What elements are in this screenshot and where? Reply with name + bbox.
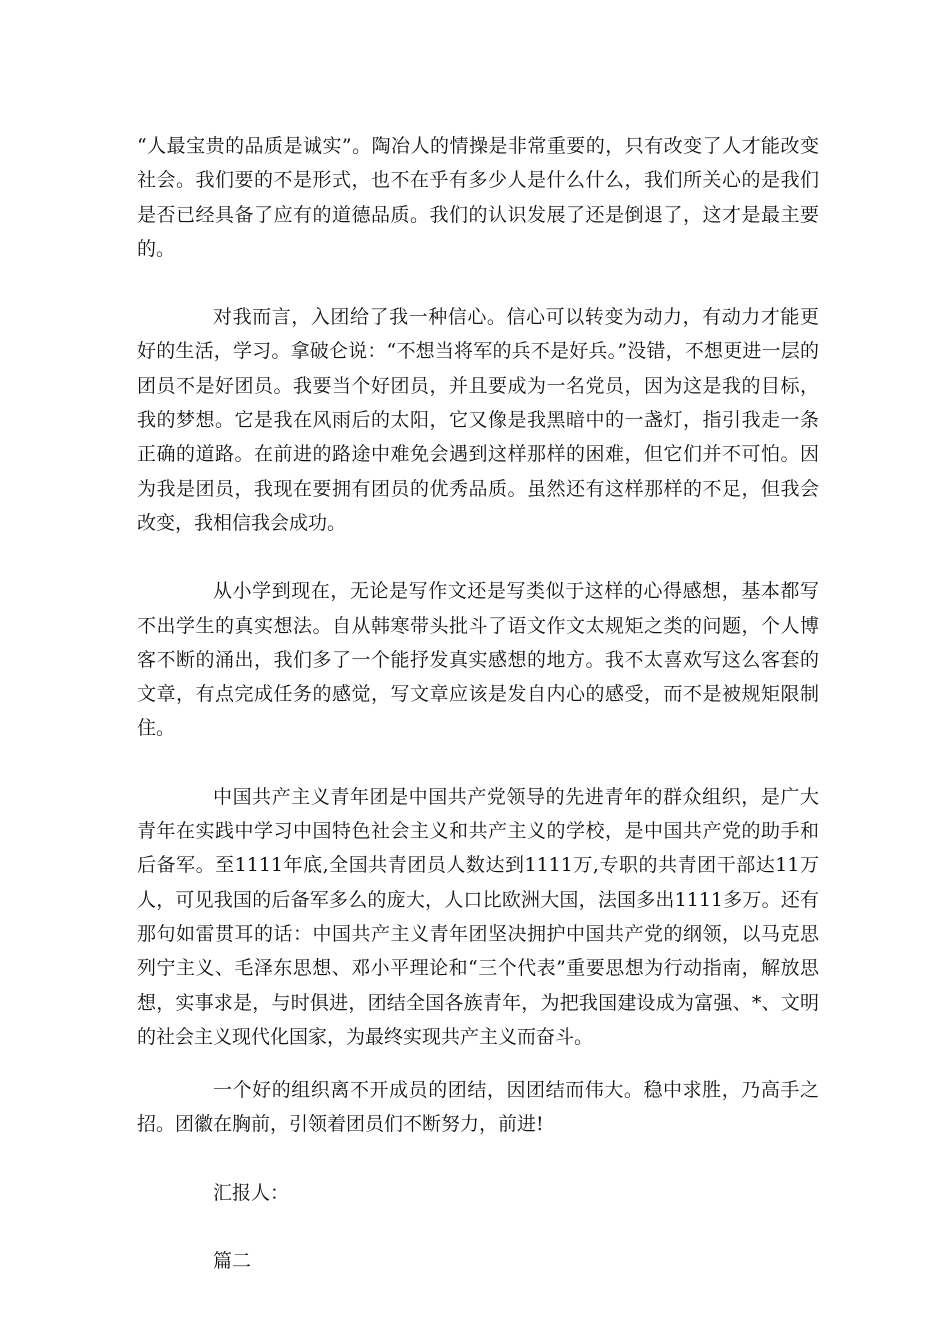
paragraph-writing: 从小学到现在，无论是写作文还是写类似于这样的心得感想，基本都写不出学生的真实想法。自从韩寒带头批斗了语文作文太规矩之类的问题，个人博客不断的涌出，我们多了一个能抒发真实感想的地方。我不太喜欢写这么客套的文章，有点完成任务的感觉，写文章应该是发自内心的感受，而不是被规矩限制住。 (137, 580, 819, 740)
section-label: 篇二 (213, 1250, 252, 1273)
document-body (137, 129, 819, 1278)
paragraph-honesty: “人最宝贵的品质是诚实”。陶冶人的情操是非常重要的，只有改变了人才能改变社会。我们要的不是形式，也不在乎有多少人是什么什么，我们所关心的是我们是否已经具备了应有的道德品质。我们的认识发展了还是倒退了，这才是最主要的。 (137, 135, 819, 260)
paragraph-confidence: 对我而言，入团给了我一种信心。信心可以转变为动力，有动力才能更好的生活，学习。拿破仑说：“不想当将军的兵不是好兵。”没错，不想更进一层的团员不是好团员。我要当个好团员，并且要成为一名党员，因为这是我的目标，我的梦想。它是我在风雨后的太阳，它又像是我黑暗中的一盏灯，指引我走一条正确的道路。在前进的路途中难免会遇到这样那样的困难，但它们并不可怕。因为我是团员，我现在要拥有团员的优秀品质。虽然还有这样那样的不足，但我会改变，我相信我会成功。 (137, 306, 819, 534)
paragraph-unity: 一个好的组织离不开成员的团结，因团结而伟大。稳中求胜，乃高手之招。团徽在胸前，引领着团员们不断努力，前进! (137, 1079, 819, 1136)
paragraph-youth-league: 中国共产主义青年团是中国共产党领导的先进青年的群众组织，是广大青年在实践中学习中国特色社会主义和共产主义的学校，是中国共产党的助手和后备军。至1111年底,全国共青团员人数达到1111万,专职的共青团干部达11万人，可见我国的后备军多么的庞大，人口比欧洲大国，法国多出1111多万。还有那句如雷贯耳的话：中国共产主义青年团坚决拥护中国共产党的纲领，以马克思列宁主义、毛泽东思想、邓小平理论和“三个代表”重要思想为行动指南，解放思想，实事求是，与时俱进，团结全国各族青年，为把我国建设成为富强、*、文明的社会主义现代化国家，为最终实现共产主义而奋斗。 (137, 785, 819, 1048)
reporter-label: 汇报人： (213, 1181, 290, 1204)
